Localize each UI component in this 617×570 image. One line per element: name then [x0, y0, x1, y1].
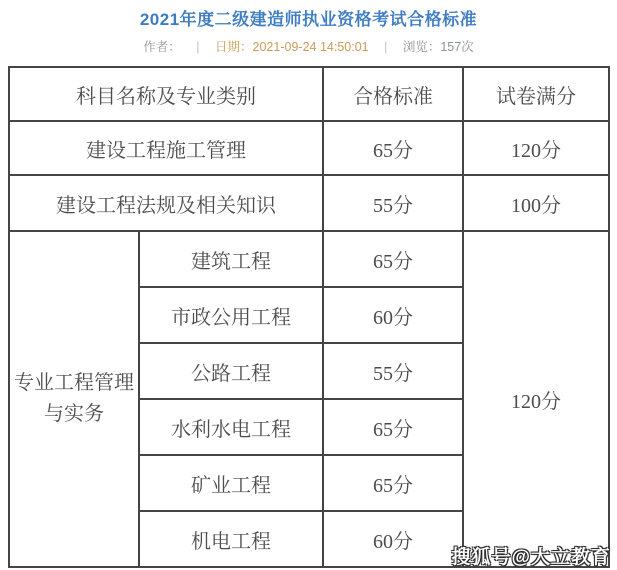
- pass-score-cell: 65分: [323, 399, 463, 455]
- pass-score-cell: 55分: [323, 175, 463, 231]
- table-row: [9, 121, 609, 175]
- pass-score-cell: 65分: [323, 121, 463, 175]
- subject-cell: 市政公用工程: [139, 287, 323, 343]
- full-score-cell: 120分: [463, 121, 609, 175]
- meta-divider: |: [384, 40, 388, 54]
- pass-score-cell: 65分: [323, 455, 463, 511]
- subject-cell: 建设工程法规及相关知识: [9, 175, 323, 231]
- subject-cell: 建设工程施工管理: [9, 121, 323, 175]
- table-row: [9, 231, 609, 287]
- col-header-pass-score: 合格标准: [323, 67, 463, 121]
- pass-score-table-container: [8, 66, 610, 568]
- col-header-full-score: 试卷满分: [463, 67, 609, 121]
- col-header-subject: 科目名称及专业类别: [9, 67, 323, 121]
- pass-score-cell: 60分: [323, 287, 463, 343]
- subject-cell: 矿业工程: [139, 455, 323, 511]
- view-count: 浏览：157次: [402, 40, 474, 54]
- pass-score-cell: 65分: [323, 231, 463, 287]
- sohu-watermark: 搜狐号@大立教育: [451, 547, 611, 568]
- full-score-cell: 100分: [463, 175, 609, 231]
- pass-score-cell: 60分: [323, 511, 463, 567]
- subject-cell: 水利水电工程: [139, 399, 323, 455]
- subject-cell: 机电工程: [139, 511, 323, 567]
- pass-score-cell: 55分: [323, 343, 463, 399]
- meta-divider: |: [196, 40, 200, 54]
- subject-cell: 建筑工程: [139, 231, 323, 287]
- publish-date: 日期：2021-09-24 14:50:01: [215, 40, 369, 54]
- table-header-row: [9, 67, 609, 121]
- table-row: [9, 175, 609, 231]
- group-name-line1: 专业工程管理: [14, 372, 134, 394]
- pass-score-table: [8, 66, 610, 568]
- article-meta: [0, 37, 617, 55]
- group-full-score-cell: 120分: [463, 231, 609, 567]
- subject-cell: 公路工程: [139, 343, 323, 399]
- group-name-cell: [9, 231, 139, 567]
- author-label: 作者：: [143, 40, 181, 54]
- page-title: 2021年度二级建造师执业资格考试合格标准: [139, 10, 478, 29]
- group-name-line2: 与实务: [44, 403, 104, 425]
